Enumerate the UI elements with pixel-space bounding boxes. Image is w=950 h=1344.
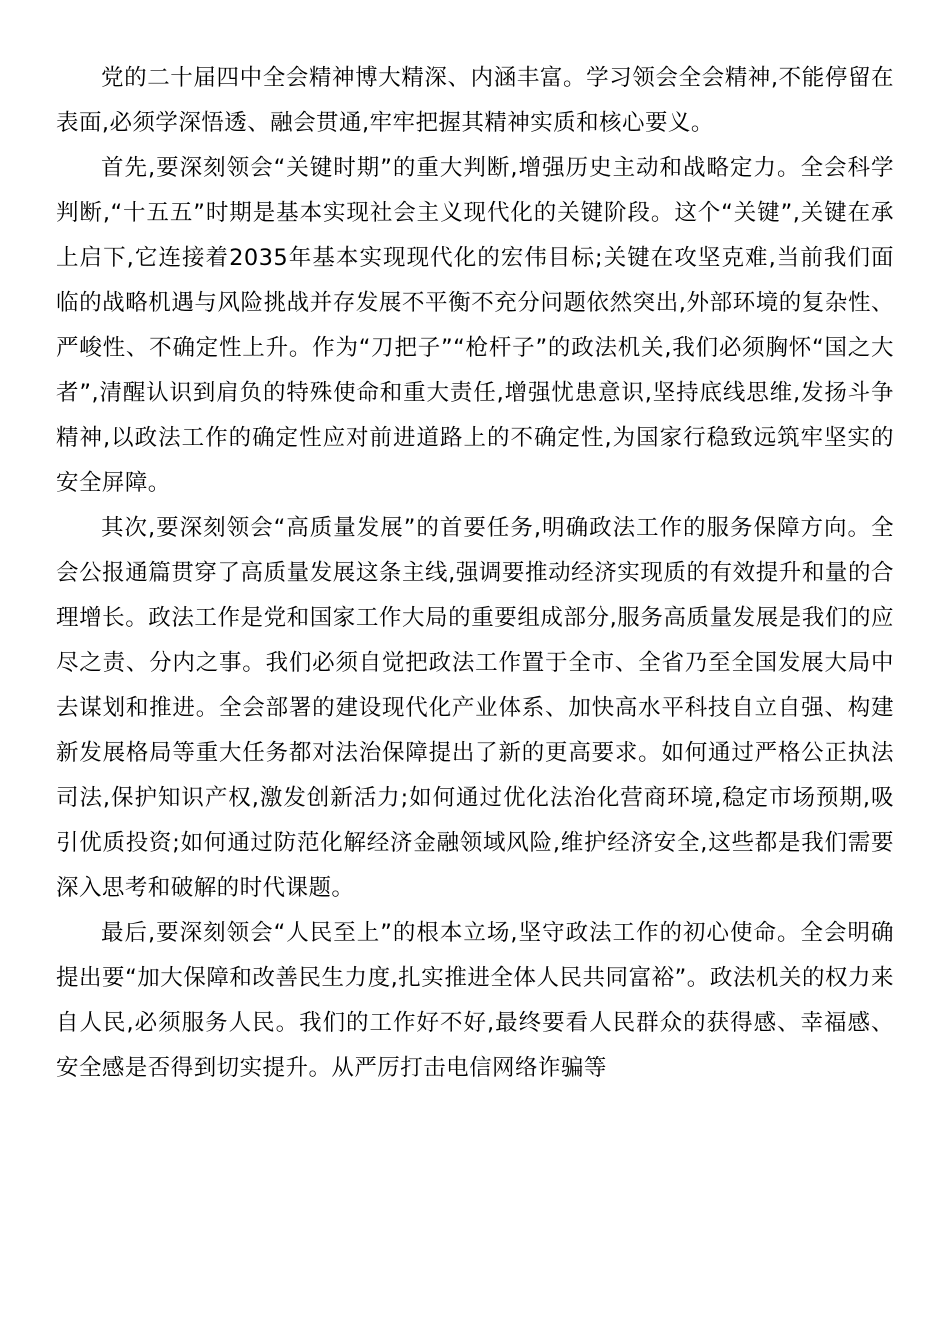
paragraph-4: 最后,要深刻领会“人民至上”的根本立场,坚守政法工作的初心使命。全会明确提出要“加大保障和改善民生力度,扎实推进全体人民共同富裕”。政法机关的权力来自人民,必须服务人民。我们的工作好不好,最终要看人民群众的获得感、幸福感、安全感是否得到切实提升。从严厉打击电信网络诈骗等 <box>56 920 894 1081</box>
paragraph-2: 首先,要深刻领会“关键时期”的重大判断,增强历史主动和战略定力。全会科学判断,“十五五”时期是基本实现社会主义现代化的关键阶段。这个“关键”,关键在承上启下,它连接着2035年基本实现现代化的宏伟目标;关键在攻坚克难,当前我们面临的战略机遇与风险挑战并存发展不平衡不充分问题依然突出,外部环境的复杂性、严峻性、不确定性上升。作为“刀把子”“枪杆子”的政法机关,我们必须胸怀“国之大者”,清醒认识到肩负的特殊使命和重大责任,增强忧患意识,坚持底线思维,发扬斗争精神,以政法工作的确定性应对前进道路上的不确定性,为国家行稳致远筑牢坚实的安全屏障。 <box>56 155 894 496</box>
paragraph-3: 其次,要深刻领会“高质量发展”的首要任务,明确政法工作的服务保障方向。全会公报通篇贯穿了高质量发展这条主线,强调要推动经济实现质的有效提升和量的合理增长。政法工作是党和国家工作大局的重要组成部分,服务高质量发展是我们的应尽之责、分内之事。我们必须自觉把政法工作置于全市、全省乃至全国发展大局中去谋划和推进。全会部署的建设现代化产业体系、加快高水平科技自立自强、构建新发展格局等重大任务都对法治保障提出了新的更高要求。如何通过严格公正执法司法,保护知识产权,激发创新活力;如何通过优化法治化营商环境,稳定市场预期,吸引优质投资;如何通过防范化解经济金融领域风险,维护经济安全,这些都是我们需要深入思考和破解的时代课题。 <box>56 515 894 901</box>
paragraph-1: 党的二十届四中全会精神博大精深、内涵丰富。学习领会全会精神,不能停留在表面,必须学深悟透、融会贯通,牢牢把握其精神实质和核心要义。 <box>56 65 894 136</box>
document-text-body <box>56 56 894 1091</box>
